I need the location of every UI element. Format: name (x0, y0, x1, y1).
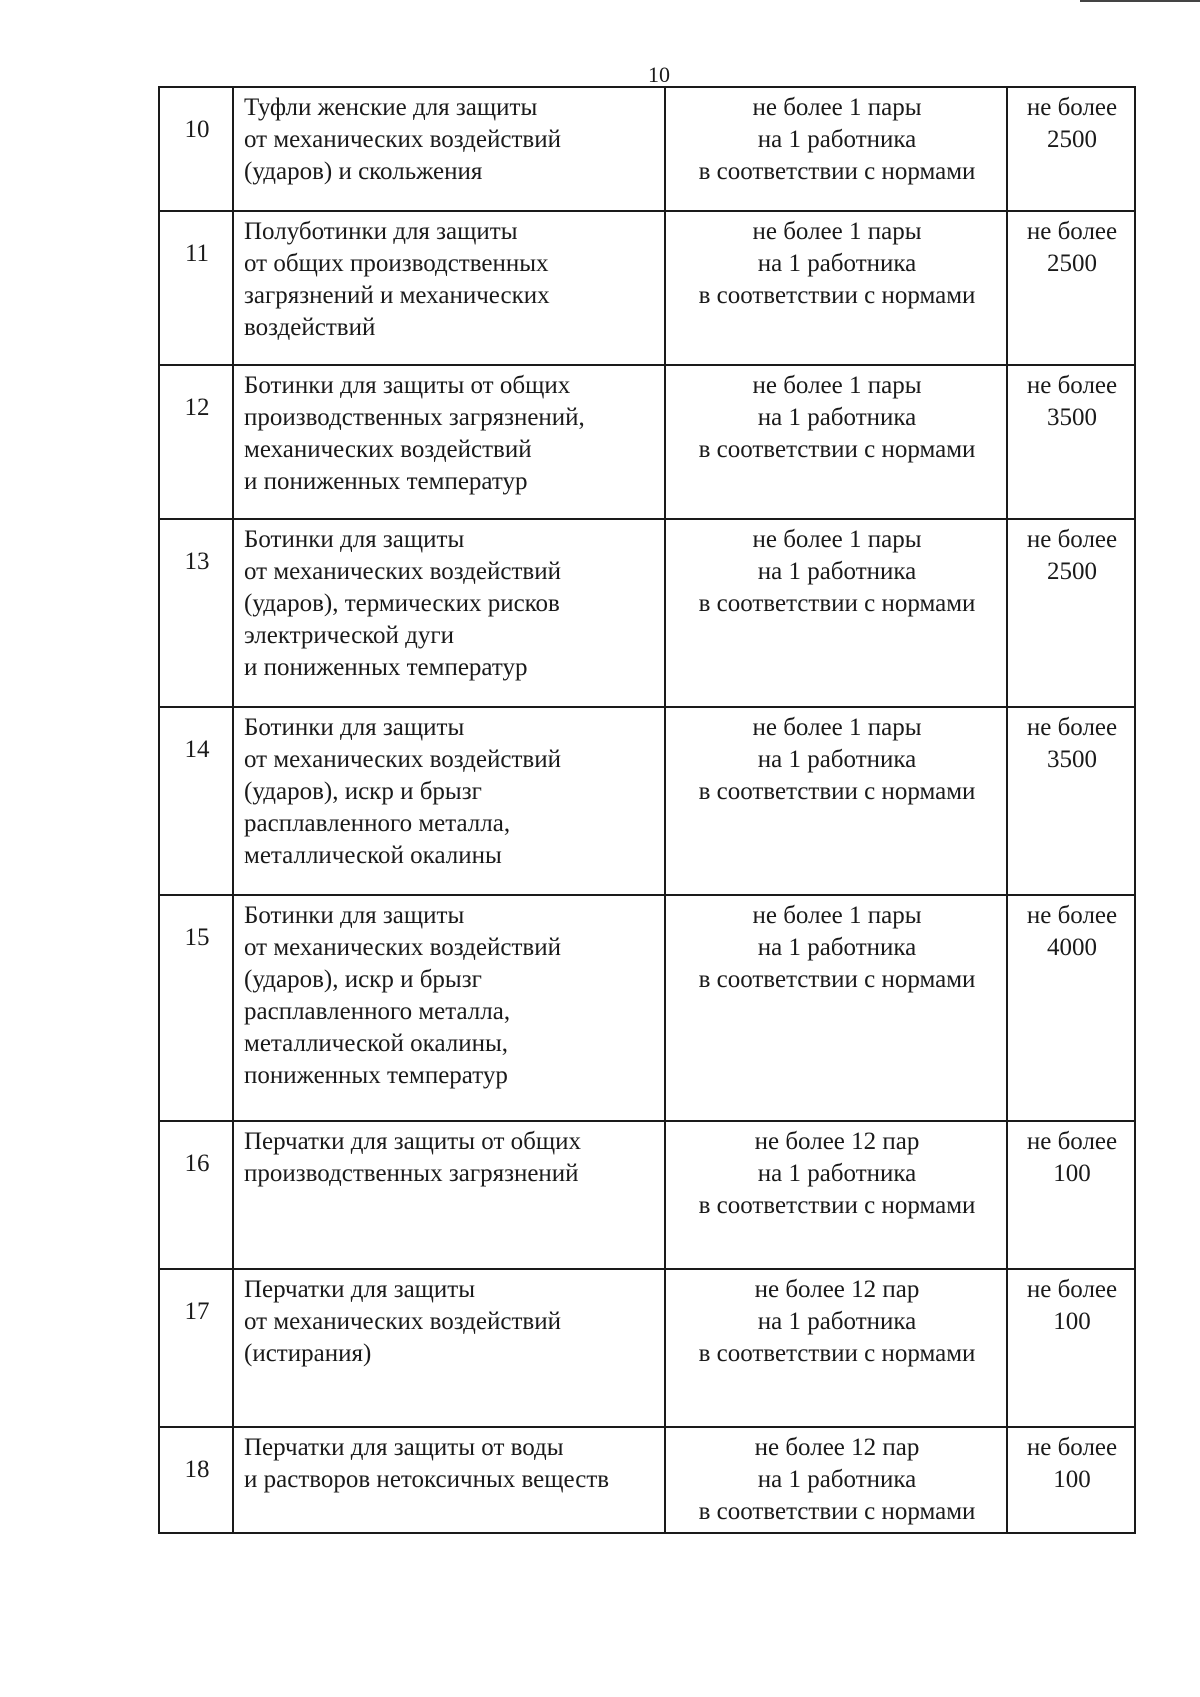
table-row (159, 1121, 1135, 1269)
item-name: Ботинки для защиты от механических воздействий (ударов), термических рисков электрической дуги и пониженных температур (233, 519, 665, 707)
table-row (159, 707, 1135, 895)
row-number: 18 (159, 1427, 233, 1533)
row-number: 14 (159, 707, 233, 895)
max-price: не более 100 (1007, 1427, 1135, 1533)
issue-norm: не более 12 пар на 1 работника в соответствии с нормами (665, 1427, 1007, 1533)
item-name: Ботинки для защиты от общих производственных загрязнений, механических воздействий и пониженных температур (233, 365, 665, 519)
max-price: не более 100 (1007, 1269, 1135, 1427)
ppe-norms-table (158, 86, 1136, 1534)
row-number: 15 (159, 895, 233, 1121)
row-number: 12 (159, 365, 233, 519)
issue-norm: не более 1 пары на 1 работника в соответствии с нормами (665, 365, 1007, 519)
max-price: не более 3500 (1007, 365, 1135, 519)
issue-norm: не более 1 пары на 1 работника в соответствии с нормами (665, 895, 1007, 1121)
issue-norm: не более 12 пар на 1 работника в соответствии с нормами (665, 1121, 1007, 1269)
table-row (159, 87, 1135, 211)
max-price: не более 4000 (1007, 895, 1135, 1121)
item-name: Полуботинки для защиты от общих производственных загрязнений и механических воздействий (233, 211, 665, 365)
item-name: Перчатки для защиты от общих производственных загрязнений (233, 1121, 665, 1269)
top-edge-rule (1080, 0, 1200, 2)
max-price: не более 3500 (1007, 707, 1135, 895)
table-row (159, 365, 1135, 519)
max-price: не более 2500 (1007, 519, 1135, 707)
row-number: 10 (159, 87, 233, 211)
row-number: 11 (159, 211, 233, 365)
item-name: Перчатки для защиты от воды и растворов нетоксичных веществ (233, 1427, 665, 1533)
issue-norm: не более 1 пары на 1 работника в соответствии с нормами (665, 211, 1007, 365)
row-number: 13 (159, 519, 233, 707)
issue-norm: не более 1 пары на 1 работника в соответствии с нормами (665, 519, 1007, 707)
table-row (159, 519, 1135, 707)
item-name: Перчатки для защиты от механических воздействий (истирания) (233, 1269, 665, 1427)
table-row (159, 211, 1135, 365)
page-number: 10 (648, 62, 670, 87)
max-price: не более 100 (1007, 1121, 1135, 1269)
table-row (159, 1269, 1135, 1427)
issue-norm: не более 1 пары на 1 работника в соответствии с нормами (665, 87, 1007, 211)
row-number: 16 (159, 1121, 233, 1269)
issue-norm: не более 1 пары на 1 работника в соответствии с нормами (665, 707, 1007, 895)
item-name: Ботинки для защиты от механических воздействий (ударов), искр и брызг расплавленного металла, металлической окалины (233, 707, 665, 895)
table-row (159, 895, 1135, 1121)
max-price: не более 2500 (1007, 211, 1135, 365)
row-number: 17 (159, 1269, 233, 1427)
issue-norm: не более 12 пар на 1 работника в соответствии с нормами (665, 1269, 1007, 1427)
table-row (159, 1427, 1135, 1533)
max-price: не более 2500 (1007, 87, 1135, 211)
item-name: Туфли женские для защиты от механических воздействий (ударов) и скольжения (233, 87, 665, 211)
item-name: Ботинки для защиты от механических воздействий (ударов), искр и брызг расплавленного металла, металлической окалины, пониженных температур (233, 895, 665, 1121)
